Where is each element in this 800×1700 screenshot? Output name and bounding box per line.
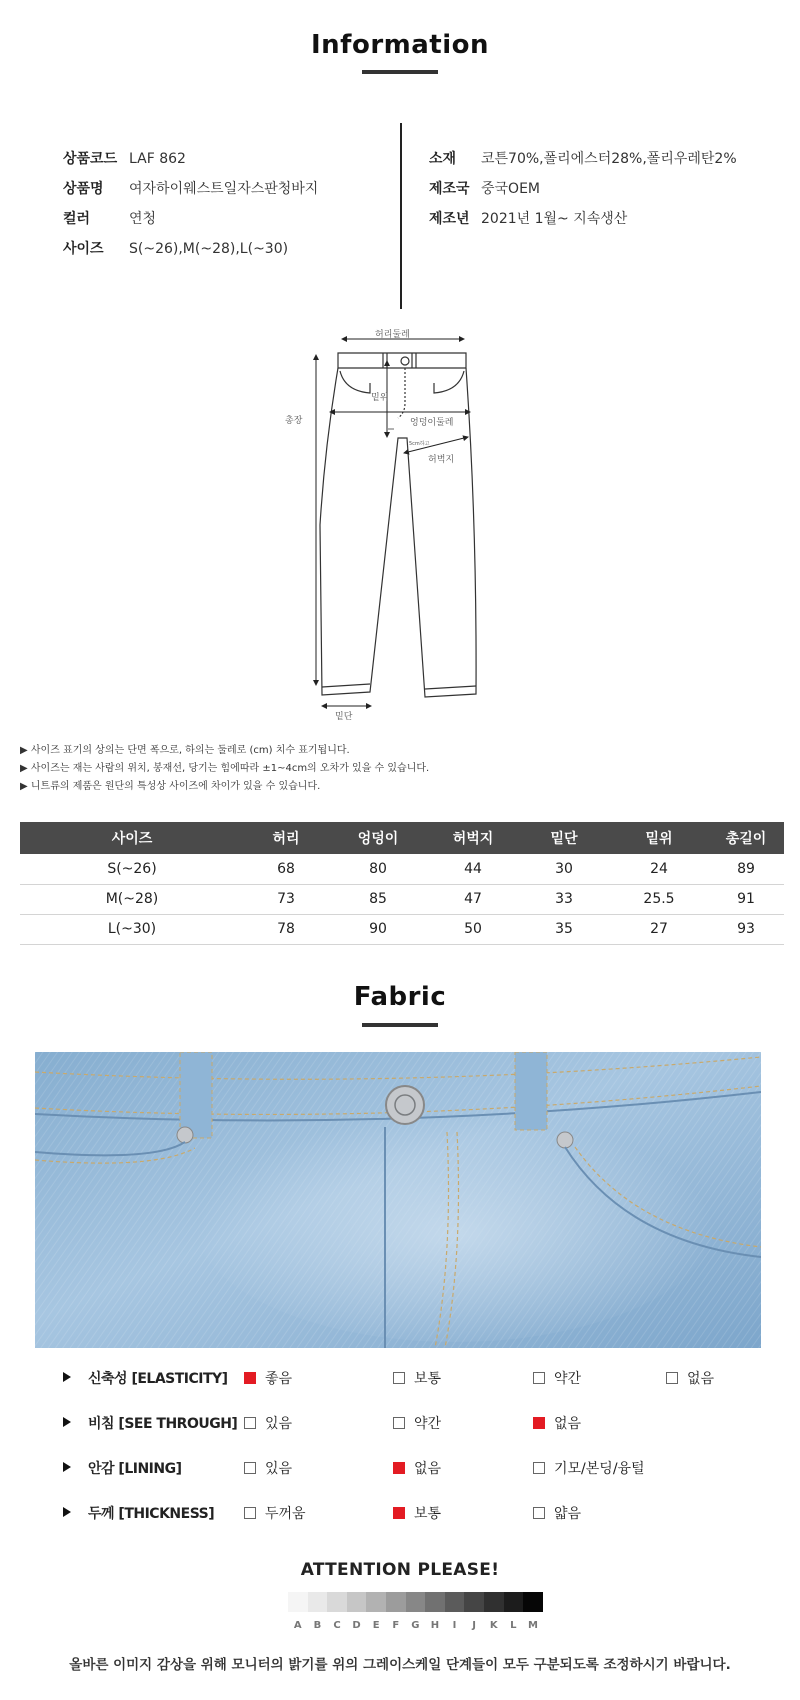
info-label: 소재 (429, 151, 457, 167)
checkbox (393, 1507, 405, 1519)
grayscale-swatch (288, 1592, 308, 1612)
table-cell: 44 (428, 854, 518, 884)
table-cell: 80 (328, 854, 428, 884)
header-rise: 밑위 (610, 822, 708, 854)
info-value: 연청 (129, 211, 157, 227)
table-cell: 73 (244, 884, 328, 914)
grayscale-bar (288, 1592, 543, 1612)
size-note-1: ▶ 사이즈 표기의 상의는 단면 폭으로, 하의는 둘레로 (cm) 치수 표기됩니다. (20, 745, 350, 756)
header-waist: 허리 (244, 822, 328, 854)
hem-label: 밑단 (335, 712, 353, 722)
grayscale-letter: H (430, 1620, 440, 1631)
option-label: 기모/본딩/융털 (554, 1461, 645, 1477)
size-table-header (20, 822, 784, 854)
hip-label: 엉덩이둘레 (410, 418, 454, 428)
denim-fabric-photo (35, 1052, 761, 1348)
option-label: 얇음 (554, 1506, 582, 1522)
info-product-name (63, 178, 318, 198)
table-cell: 47 (428, 884, 518, 914)
size-table (20, 822, 784, 945)
grayscale-swatch (464, 1592, 484, 1612)
fabric-option (533, 1413, 581, 1433)
option-label: 있음 (265, 1461, 293, 1477)
info-label: 제조국 (429, 181, 470, 197)
fabric-title-underline (362, 1023, 438, 1027)
table-cell: 50 (428, 914, 518, 944)
fabric-row-see-through (0, 1411, 800, 1435)
fabric-option (244, 1458, 292, 1478)
information-title-underline (362, 70, 438, 74)
info-label: 상품코드 (63, 151, 118, 167)
grayscale-swatch (484, 1592, 504, 1612)
grayscale-letter: A (293, 1620, 302, 1631)
grayscale-letter: J (472, 1620, 476, 1631)
fabric-label: 두께 [THICKNESS] (88, 1506, 215, 1522)
checkbox (393, 1462, 405, 1474)
info-size (63, 238, 288, 258)
table-cell: 78 (244, 914, 328, 944)
grayscale-letters (288, 1620, 543, 1631)
option-label: 약간 (554, 1371, 582, 1387)
table-cell: 68 (244, 854, 328, 884)
table-cell: 89 (708, 854, 784, 884)
info-value: LAF 862 (129, 151, 186, 167)
table-cell: 90 (328, 914, 428, 944)
option-label: 없음 (554, 1416, 582, 1432)
header-size: 사이즈 (20, 822, 244, 854)
attention-heading: ATTENTION PLEASE! (300, 1560, 500, 1580)
header-thigh: 허벅지 (428, 822, 518, 854)
option-label: 보통 (414, 1506, 442, 1522)
grayscale-letter: C (333, 1620, 341, 1631)
grayscale-swatch (366, 1592, 386, 1612)
fabric-row-lining (0, 1456, 800, 1480)
pants-outline (320, 353, 476, 697)
fabric-option (533, 1503, 581, 1523)
length-label: 총장 (285, 416, 303, 426)
table-row (20, 884, 784, 914)
option-label: 없음 (687, 1371, 715, 1387)
info-value: S(~26),M(~28),L(~30) (129, 241, 289, 257)
play-arrow-icon (63, 1372, 71, 1382)
checkbox (393, 1417, 405, 1429)
fabric-option (393, 1503, 441, 1523)
info-color (63, 208, 156, 228)
table-cell: L(~30) (20, 914, 244, 944)
table-cell: 25.5 (610, 884, 708, 914)
play-arrow-icon (63, 1462, 71, 1472)
info-value: 코튼70%,폴리에스터28%,폴리우레탄2% (481, 151, 737, 167)
rise-label: 밑위 (371, 393, 389, 403)
table-cell: 93 (708, 914, 784, 944)
info-value: 여자하이웨스트일자스판청바지 (129, 181, 319, 197)
info-product-code (63, 148, 186, 168)
fabric-option (533, 1458, 645, 1478)
option-label: 약간 (414, 1416, 442, 1432)
checkbox (533, 1372, 545, 1384)
fabric-option (666, 1368, 714, 1388)
checkbox (244, 1507, 256, 1519)
table-cell: M(~28) (20, 884, 244, 914)
grayscale-swatch (386, 1592, 406, 1612)
header-hem: 밑단 (518, 822, 610, 854)
table-cell: 35 (518, 914, 610, 944)
info-value: 중국OEM (481, 181, 540, 197)
table-row (20, 854, 784, 884)
fabric-option (533, 1368, 581, 1388)
info-value: 2021년 1월~ 지속생산 (481, 211, 628, 227)
fabric-option (244, 1413, 292, 1433)
grayscale-swatch (523, 1592, 543, 1612)
info-divider (400, 123, 402, 309)
grayscale-swatch (445, 1592, 465, 1612)
grayscale-letter: I (452, 1620, 457, 1631)
table-cell: 33 (518, 884, 610, 914)
grayscale-swatch (308, 1592, 328, 1612)
checkbox (244, 1462, 256, 1474)
play-arrow-icon (63, 1507, 71, 1517)
option-label: 보통 (414, 1371, 442, 1387)
grayscale-swatch (347, 1592, 367, 1612)
fabric-label: 비침 [SEE THROUGH] (88, 1416, 238, 1432)
checkbox (393, 1372, 405, 1384)
checkbox (533, 1462, 545, 1474)
fabric-row-elasticity (0, 1366, 800, 1390)
checkbox (533, 1507, 545, 1519)
fabric-option (393, 1458, 441, 1478)
fabric-option (393, 1368, 441, 1388)
info-country (429, 178, 540, 198)
pants-measurement-diagram (270, 325, 500, 725)
waist-label: 허리둘레 (375, 330, 410, 340)
grayscale-letter: L (510, 1620, 517, 1631)
fabric-title: Fabric (353, 982, 447, 1012)
grayscale-letter: M (527, 1620, 538, 1631)
grayscale-letter: D (352, 1620, 361, 1631)
table-cell: 30 (518, 854, 610, 884)
table-cell: 24 (610, 854, 708, 884)
fabric-option (393, 1413, 441, 1433)
grayscale-letter: B (313, 1620, 322, 1631)
information-title: Information (310, 30, 490, 60)
info-label: 제조년 (429, 211, 470, 227)
fabric-label: 신축성 [ELASTICITY] (88, 1371, 228, 1387)
size-note-2: ▶ 사이즈는 재는 사람의 위치, 봉재선, 당기는 힘에따라 ±1~4cm의 오차가 있을 수 있습니다. (20, 763, 430, 774)
fabric-row-thickness (0, 1501, 800, 1525)
table-cell: 27 (610, 914, 708, 944)
fabric-option (244, 1368, 292, 1388)
table-cell: S(~26) (20, 854, 244, 884)
option-label: 있음 (265, 1416, 293, 1432)
option-label: 좋음 (265, 1371, 293, 1387)
info-year (429, 208, 627, 228)
option-label: 없음 (414, 1461, 442, 1477)
header-length: 총길이 (708, 822, 784, 854)
table-cell: 85 (328, 884, 428, 914)
size-note-3: ▶ 니트류의 제품은 원단의 특성상 사이즈에 차이가 있을 수 있습니다. (20, 781, 321, 792)
monitor-brightness-note: 올바른 이미지 감상을 위해 모니터의 밝기를 위의 그레이스케일 단계들이 모두 구분되도록 조정하시기 바랍니다. (69, 1657, 731, 1673)
info-label: 사이즈 (63, 241, 104, 257)
thigh-label: 허벅지 (428, 455, 455, 465)
grayscale-swatch (406, 1592, 426, 1612)
table-cell: 91 (708, 884, 784, 914)
header-hip: 엉덩이 (328, 822, 428, 854)
table-row (20, 914, 784, 944)
grayscale-swatch (504, 1592, 524, 1612)
checkbox (244, 1417, 256, 1429)
fabric-option (244, 1503, 306, 1523)
thigh-note-label: 5cm하고 (409, 441, 430, 447)
grayscale-letter: F (392, 1620, 400, 1631)
fabric-label: 안감 [LINING] (88, 1461, 182, 1477)
info-label: 컬러 (63, 211, 91, 227)
grayscale-swatch (327, 1592, 347, 1612)
grayscale-letter: K (489, 1620, 498, 1631)
checkbox (666, 1372, 678, 1384)
grayscale-letter: E (372, 1620, 380, 1631)
grayscale-swatch (425, 1592, 445, 1612)
checkbox (533, 1417, 545, 1429)
play-arrow-icon (63, 1417, 71, 1427)
grayscale-letter: G (411, 1620, 420, 1631)
info-material (429, 148, 737, 168)
checkbox (244, 1372, 256, 1384)
option-label: 두꺼움 (265, 1506, 306, 1522)
info-label: 상품명 (63, 181, 104, 197)
